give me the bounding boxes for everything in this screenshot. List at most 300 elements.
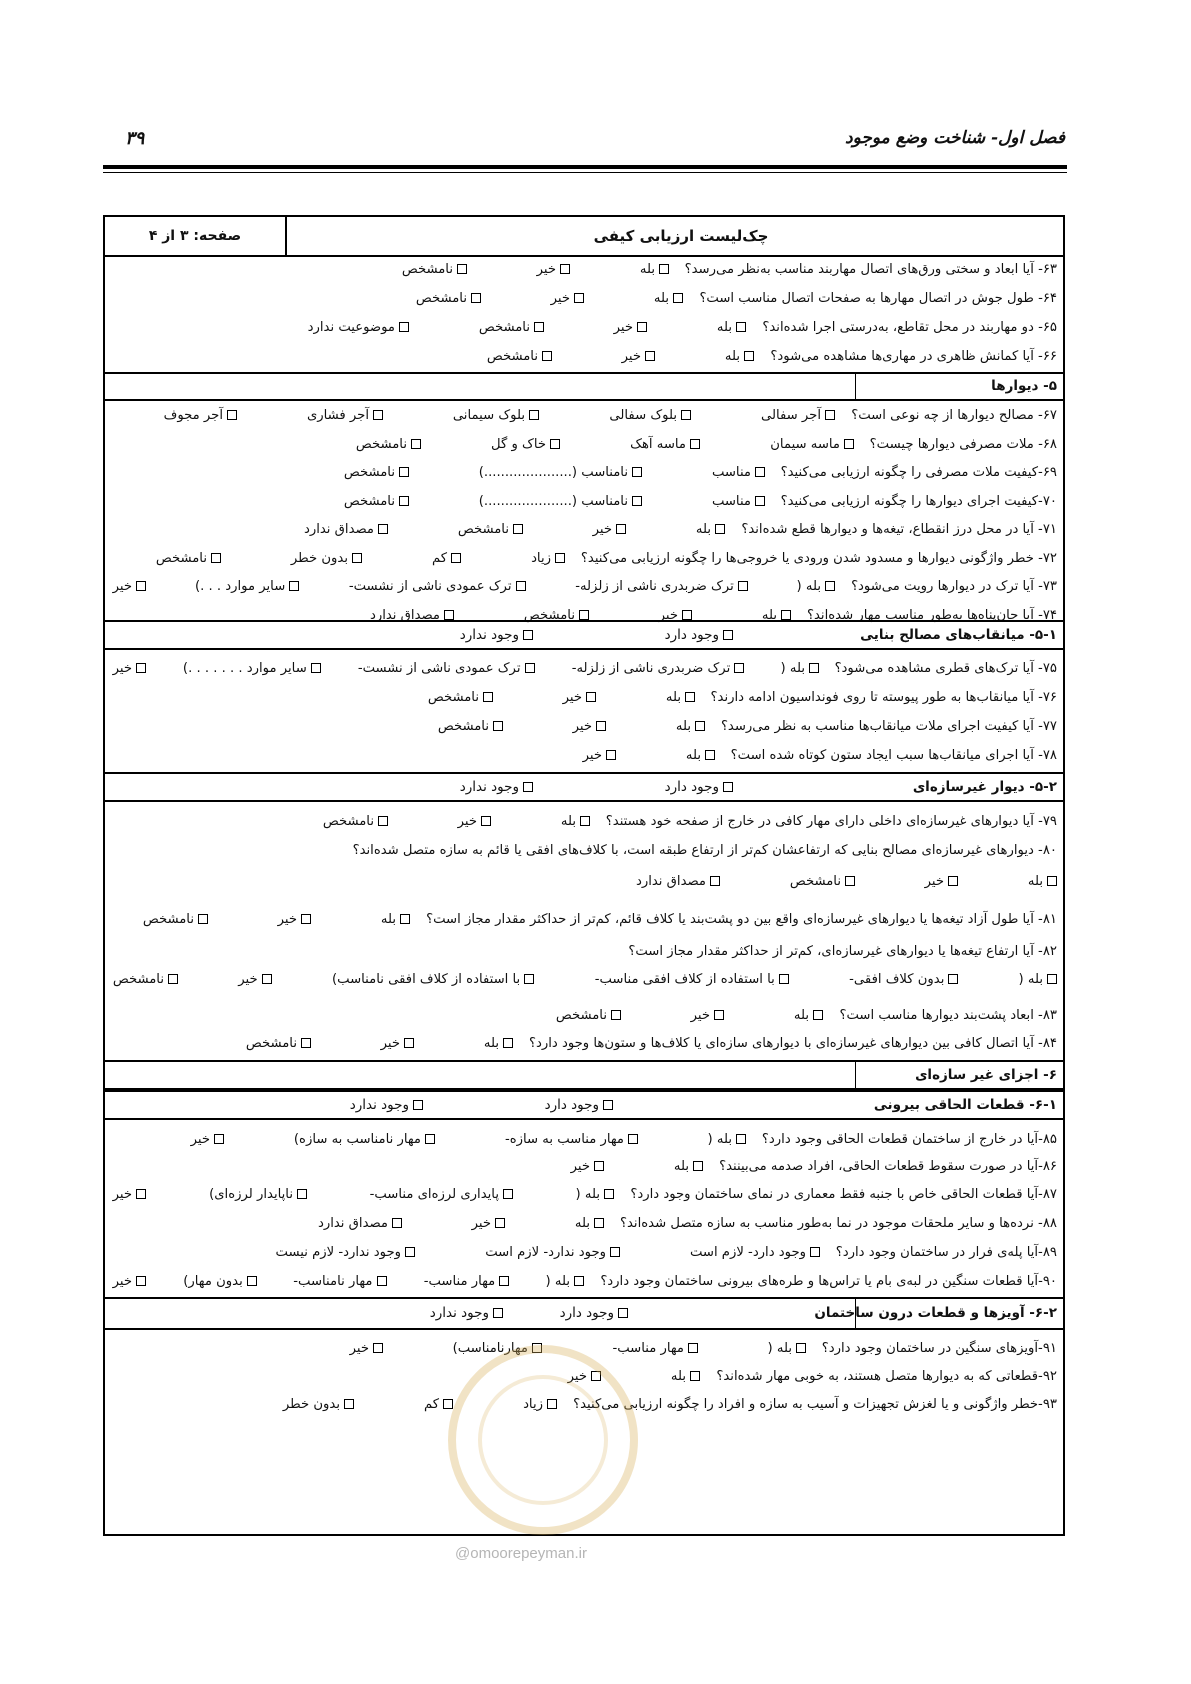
checkbox-option[interactable] (113, 965, 178, 994)
checkbox-option[interactable] (432, 544, 461, 573)
checkbox-icon[interactable] (825, 581, 835, 591)
checkbox-icon[interactable] (399, 496, 409, 506)
checkbox-icon[interactable] (673, 293, 683, 303)
checkbox-option[interactable] (551, 284, 584, 313)
checkbox-option[interactable] (487, 342, 552, 371)
checkbox-option[interactable] (350, 1092, 423, 1118)
question-text: ۹۱-آویزهای سنگین در ساختمان وجود دارد؟ (821, 1341, 1057, 1356)
checkbox-icon[interactable] (168, 974, 178, 984)
checkbox-icon[interactable] (710, 876, 720, 886)
checkbox-option[interactable] (381, 1029, 414, 1058)
checkbox-icon[interactable] (524, 974, 534, 984)
checkbox-icon[interactable] (378, 524, 388, 534)
question-text: ۸۰- دیوارهای غیرسازه‌ای مصالح بنایی که ارتفاعشان کم‌تر از ارتفاع طبقه است، با کلاف‌های افقی یا قائم به سازه متصل شده‌اند؟ (352, 843, 1057, 858)
checkbox-option[interactable] (797, 572, 835, 601)
checkbox-icon[interactable] (604, 1189, 614, 1199)
checkbox-option[interactable] (183, 1267, 257, 1296)
question-text: ۸۸- نرده‌ها و سایر ملحقات موجود در نما به‌طور مناسب به سازه متصل شده‌اند؟ (620, 1216, 1057, 1231)
option-label: زیاد (523, 1397, 543, 1412)
checkbox-option[interactable] (428, 683, 493, 712)
checkbox-icon[interactable] (503, 1189, 513, 1199)
checkbox-icon[interactable] (513, 524, 523, 534)
checkbox-option[interactable] (545, 1092, 613, 1118)
checkbox-option[interactable] (575, 1209, 604, 1238)
checkbox-icon[interactable] (659, 264, 669, 274)
checkbox-icon[interactable] (632, 496, 642, 506)
checkbox-option[interactable] (595, 965, 789, 994)
option-label: بله ( (707, 1132, 732, 1147)
checkbox-option[interactable] (505, 1125, 638, 1154)
checkbox-option[interactable] (183, 654, 321, 683)
checkbox-icon[interactable] (493, 1308, 503, 1318)
checkbox-icon[interactable] (301, 1038, 311, 1048)
option-label: خیر (621, 349, 641, 364)
checkbox-icon[interactable] (413, 1100, 423, 1110)
question-text: ۶۷- مصالح دیوارها از چه نوعی است؟ (851, 408, 1057, 423)
checkbox-option[interactable] (484, 1029, 513, 1058)
checkbox-option[interactable] (665, 622, 733, 648)
checkbox-icon[interactable] (377, 1276, 387, 1286)
option-label: خیر (112, 661, 132, 676)
checkbox-option[interactable] (671, 1362, 700, 1391)
checkbox-option[interactable] (781, 654, 819, 683)
question-text: ۷۵- آیا ترک‌های قطری مشاهده می‌شود؟ (834, 661, 1057, 676)
question-row (105, 1001, 1063, 1030)
checkbox-icon[interactable] (471, 293, 481, 303)
checkbox-option[interactable] (531, 544, 565, 573)
checkbox-option[interactable] (556, 1001, 621, 1030)
option-label: وجود ندارد (459, 627, 519, 643)
checkbox-icon[interactable] (560, 264, 570, 274)
header-rule-thin (103, 172, 1067, 173)
checkbox-icon[interactable] (574, 293, 584, 303)
checkbox-icon[interactable] (198, 914, 208, 924)
checkbox-option[interactable] (332, 965, 534, 994)
checkbox-icon[interactable] (352, 553, 362, 563)
checkbox-option[interactable] (708, 1125, 746, 1154)
question-text: ۷۱- آیا در محل درز انقطاع، تیغه‌ها و دیوارها قطع شده‌اند؟ (741, 522, 1057, 537)
option-label: نامشخص (437, 719, 489, 734)
checkbox-option[interactable] (238, 965, 271, 994)
checkbox-option[interactable] (460, 622, 533, 648)
checkbox-icon[interactable] (411, 439, 421, 449)
checkbox-option[interactable] (294, 1125, 435, 1154)
checkbox-option[interactable] (561, 807, 590, 836)
option-label: نامشخص (355, 436, 407, 452)
checkbox-icon[interactable] (594, 1218, 604, 1228)
question-row (105, 544, 1063, 573)
checkbox-option[interactable] (293, 1267, 386, 1296)
checkbox-icon[interactable] (603, 1100, 613, 1110)
checkbox-icon[interactable] (523, 782, 533, 792)
checkbox-icon[interactable] (845, 876, 855, 886)
checkbox-icon[interactable] (301, 914, 311, 924)
checkbox-icon[interactable] (628, 1134, 638, 1144)
checkbox-option[interactable] (416, 284, 481, 313)
checkbox-option[interactable] (676, 712, 705, 741)
question-row (105, 1238, 1063, 1267)
checkbox-option[interactable] (666, 683, 695, 712)
checkbox-icon[interactable] (399, 467, 409, 477)
option-label: نامشخص (478, 320, 530, 335)
checkbox-icon[interactable] (844, 439, 854, 449)
checkbox-option[interactable] (794, 1001, 823, 1030)
checkbox-icon[interactable] (681, 410, 691, 420)
option-label: وجود دارد (664, 627, 719, 643)
watermark-seal-logo (448, 1345, 638, 1535)
checkbox-icon[interactable] (404, 1038, 414, 1048)
checkbox-option[interactable] (209, 1180, 307, 1209)
checkbox-option[interactable] (573, 712, 606, 741)
checkbox-icon[interactable] (616, 524, 626, 534)
option-label: سایر موارد . . .) (194, 579, 286, 594)
checkbox-option[interactable] (571, 1152, 604, 1181)
option-label: زیاد (531, 550, 551, 566)
option-label: کم (423, 1397, 439, 1412)
checkbox-icon[interactable] (580, 816, 590, 826)
option-label: مصداق ندارد (303, 522, 374, 537)
option-label: بله (574, 1216, 590, 1231)
checkbox-option[interactable] (113, 1180, 146, 1209)
checkbox-option[interactable] (304, 515, 388, 544)
option-label: مصداق ندارد (369, 607, 440, 623)
checkbox-option[interactable] (453, 401, 539, 430)
checklist-form (103, 215, 1065, 1536)
option-label: بلوک سیمانی (452, 408, 525, 423)
checkbox-option[interactable] (640, 255, 669, 284)
checkbox-option[interactable] (593, 515, 626, 544)
question-row (105, 937, 1063, 966)
checkbox-option[interactable] (402, 255, 467, 284)
checkbox-option[interactable] (575, 572, 748, 601)
checkbox-option[interactable] (572, 654, 745, 683)
checkbox-icon[interactable] (211, 553, 221, 563)
option-label: خیر (471, 1216, 491, 1231)
checkbox-icon[interactable] (618, 1308, 628, 1318)
chapter-title: فصل اول- شناخت وضع موجود (845, 128, 1065, 148)
checkbox-icon[interactable] (810, 1247, 820, 1257)
checkbox-option[interactable] (654, 284, 683, 313)
option-label: مهار نامناسب- (293, 1274, 373, 1289)
checkbox-icon[interactable] (813, 1010, 823, 1020)
question-text: ۸۵-آیا در خارج از ساختمان قطعات الحاقی وجود دارد؟ (761, 1132, 1057, 1147)
checkbox-icon[interactable] (516, 581, 526, 591)
checkbox-option[interactable] (438, 712, 503, 741)
checkbox-icon[interactable] (495, 1218, 505, 1228)
checkbox-option[interactable] (686, 741, 715, 770)
checkbox-icon[interactable] (493, 721, 503, 731)
checkbox-icon[interactable] (611, 1010, 621, 1020)
option-label: وجود ندارد (349, 1097, 409, 1113)
option-label: بله ( (796, 579, 821, 594)
checkbox-icon[interactable] (214, 1134, 224, 1144)
checkbox-option[interactable] (113, 572, 146, 601)
checkbox-icon[interactable] (825, 410, 835, 420)
checkbox-option[interactable] (344, 458, 409, 487)
checkbox-option[interactable] (472, 1209, 505, 1238)
checkbox-option[interactable] (576, 1180, 614, 1209)
checkbox-option[interactable] (761, 401, 835, 430)
option-label: مصداق ندارد (635, 874, 706, 889)
question-row (105, 836, 1063, 865)
checkbox-icon[interactable] (289, 581, 299, 591)
checkbox-option[interactable] (358, 654, 535, 683)
option-label: ترک عمودی ناشی از نشست- (348, 579, 512, 594)
checkbox-option[interactable] (630, 430, 700, 459)
checkbox-icon[interactable] (685, 692, 695, 702)
option-label: نامشخص (415, 291, 467, 306)
checkbox-icon[interactable] (1047, 876, 1057, 886)
question-text: ۶۸- ملات مصرفی دیوارها چیست؟ (869, 436, 1057, 452)
checkbox-option[interactable] (113, 654, 146, 683)
checkbox-icon[interactable] (523, 630, 533, 640)
checkbox-icon[interactable] (534, 322, 544, 332)
checkbox-icon[interactable] (755, 467, 765, 477)
checkbox-option[interactable] (164, 401, 237, 430)
checkbox-option[interactable] (113, 1267, 146, 1296)
checkbox-icon[interactable] (690, 439, 700, 449)
checkbox-icon[interactable] (744, 351, 754, 361)
checkbox-icon[interactable] (682, 610, 692, 620)
option-label: خیر (592, 522, 612, 537)
checkbox-icon[interactable] (400, 914, 410, 924)
checkbox-icon[interactable] (503, 1038, 513, 1048)
checkbox-option[interactable] (156, 544, 221, 573)
question-row (105, 712, 1063, 741)
option-label: ناپایدار لرزه‌ای) (209, 1187, 293, 1202)
checkbox-option[interactable] (479, 487, 642, 516)
checkbox-icon[interactable] (688, 1343, 698, 1353)
form-title-bar (105, 217, 1063, 257)
checkbox-icon[interactable] (690, 1371, 700, 1381)
checkbox-icon[interactable] (399, 322, 409, 332)
option-label: نامناسب (.....................) (478, 465, 628, 480)
checkbox-icon[interactable] (714, 1010, 724, 1020)
option-label: با استفاده از کلاف افقی نامناسب) (332, 972, 521, 987)
checkbox-option[interactable] (323, 807, 388, 836)
checkbox-option[interactable] (479, 458, 642, 487)
checkbox-icon[interactable] (637, 322, 647, 332)
checkbox-icon[interactable] (373, 410, 383, 420)
checkbox-option[interactable] (609, 401, 691, 430)
checkbox-option[interactable] (246, 1029, 311, 1058)
checkbox-icon[interactable] (734, 663, 744, 673)
option-label: کم (431, 550, 447, 566)
checkbox-option[interactable] (191, 1125, 224, 1154)
checkbox-option[interactable] (458, 515, 523, 544)
checkbox-option[interactable] (283, 1390, 354, 1419)
checkbox-option[interactable] (430, 1299, 503, 1328)
checkbox-icon[interactable] (948, 876, 958, 886)
checkbox-option[interactable] (291, 544, 362, 573)
checkbox-icon[interactable] (594, 1161, 604, 1171)
checkbox-icon[interactable] (736, 1134, 746, 1144)
checkbox-icon[interactable] (948, 974, 958, 984)
checkbox-option[interactable] (308, 313, 409, 342)
checkbox-option[interactable] (143, 905, 208, 934)
question-text: ۸۱- آیا طول آزاد تیغه‌ها یا دیوارهای غیرسازه‌ای واقع بین دو پشت‌بند یا کلاف قائم، کم‌تر از حداکثر مقدار مجاز است؟ (426, 912, 1057, 927)
checkbox-option[interactable] (546, 1267, 584, 1296)
checkbox-icon[interactable] (550, 439, 560, 449)
checkbox-icon[interactable] (451, 553, 461, 563)
checkbox-icon[interactable] (227, 410, 237, 420)
question-row (105, 487, 1063, 516)
checkbox-option[interactable] (370, 1180, 513, 1209)
checkbox-option[interactable] (770, 430, 854, 459)
checkbox-icon[interactable] (378, 816, 388, 826)
checkbox-icon[interactable] (705, 750, 715, 760)
checkbox-option[interactable] (1019, 965, 1057, 994)
checkbox-icon[interactable] (809, 663, 819, 673)
checkbox-option[interactable] (691, 1001, 724, 1030)
checkbox-icon[interactable] (586, 692, 596, 702)
checkbox-option[interactable] (195, 572, 299, 601)
checkbox-option[interactable] (665, 774, 733, 800)
checkbox-option[interactable] (424, 1267, 510, 1296)
option-label: خیر (924, 874, 944, 889)
checkbox-icon[interactable] (596, 721, 606, 731)
question-text: ۷۷- آیا کیفیت اجرای ملات میانقاب‌ها مناسب به نظر می‌رسد؟ (720, 719, 1057, 734)
checkbox-option[interactable] (849, 965, 958, 994)
section-title: ۶-۲- آویزها و قطعات درون ساختمان (814, 1305, 1057, 1321)
checkbox-icon[interactable] (606, 750, 616, 760)
question-text: ۷۴- آیا جان‌پناه‌ها به‌طور مناسب مهار شده‌اند؟ (807, 607, 1057, 623)
checkbox-option[interactable] (717, 313, 746, 342)
checkbox-option[interactable] (712, 487, 765, 516)
checkbox-option[interactable] (356, 430, 421, 459)
option-label: خیر (349, 1341, 369, 1356)
checkbox-option[interactable] (560, 1299, 628, 1328)
checkbox-option[interactable] (674, 1152, 703, 1181)
checkbox-option[interactable] (479, 313, 544, 342)
checkbox-icon[interactable] (247, 1276, 257, 1286)
checkbox-option[interactable] (725, 342, 754, 371)
checkbox-icon[interactable] (695, 721, 705, 731)
checkbox-option[interactable] (349, 572, 526, 601)
option-label: بله (716, 320, 732, 335)
checkbox-icon[interactable] (542, 351, 552, 361)
checkbox-option[interactable] (563, 683, 596, 712)
checkbox-option[interactable] (381, 905, 410, 934)
question-row (105, 255, 1063, 284)
checkbox-icon[interactable] (529, 410, 539, 420)
option-label: وجود دارد- لازم است (689, 1245, 806, 1260)
checkbox-option[interactable] (460, 774, 533, 800)
checkbox-icon[interactable] (1047, 974, 1057, 984)
question-text: ۶۳- آیا ابعاد و سختی ورق‌های اتصال مهاربند مناسب به‌نظر می‌رسد؟ (684, 262, 1057, 277)
checkbox-option[interactable] (696, 515, 725, 544)
question-row (105, 965, 1063, 994)
question-text: ۶۹-کیفیت ملات مصرفی را چگونه ارزیابی می‌کنید؟ (780, 465, 1057, 480)
checkbox-icon[interactable] (525, 663, 535, 673)
checkbox-option[interactable] (307, 401, 383, 430)
checkbox-icon[interactable] (443, 1399, 453, 1409)
checkbox-option[interactable] (344, 487, 409, 516)
checkbox-icon[interactable] (481, 816, 491, 826)
checkbox-icon[interactable] (574, 1276, 584, 1286)
checkbox-icon[interactable] (136, 1189, 146, 1199)
checkbox-icon[interactable] (738, 581, 748, 591)
option-label: بدون مهار) (183, 1274, 243, 1289)
checkbox-option[interactable] (622, 342, 655, 371)
checkbox-option[interactable] (712, 458, 765, 487)
checkbox-option[interactable] (537, 255, 570, 284)
checkbox-option[interactable] (636, 867, 720, 896)
option-label: وجود ندارد- لازم است (485, 1245, 606, 1260)
checkbox-icon[interactable] (457, 264, 467, 274)
checkbox-icon[interactable] (136, 663, 146, 673)
checkbox-option[interactable] (491, 430, 560, 459)
checkbox-option[interactable] (276, 1238, 415, 1267)
checkbox-icon[interactable] (632, 467, 642, 477)
checkbox-option[interactable] (1028, 867, 1057, 896)
checkbox-icon[interactable] (579, 610, 589, 620)
section-title: ۵-۲- دیوار غیرسازه‌ای (912, 779, 1057, 795)
option-label: بله (761, 607, 777, 623)
checkbox-option[interactable] (278, 905, 311, 934)
checkbox-icon[interactable] (373, 1343, 383, 1353)
checkbox-icon[interactable] (499, 1276, 509, 1286)
checkbox-option[interactable] (790, 867, 855, 896)
checkbox-option[interactable] (925, 867, 958, 896)
checkbox-icon[interactable] (555, 553, 565, 563)
option-label: بله (793, 1008, 809, 1023)
checkbox-option[interactable] (350, 1334, 383, 1363)
checkbox-option[interactable] (690, 1238, 820, 1267)
checkbox-icon[interactable] (262, 974, 272, 984)
option-label: نامشخص (343, 493, 395, 509)
checkbox-option[interactable] (614, 313, 647, 342)
checkbox-icon[interactable] (392, 1218, 402, 1228)
checkbox-icon[interactable] (779, 974, 789, 984)
checkbox-icon[interactable] (723, 782, 733, 792)
checkbox-icon[interactable] (796, 1343, 806, 1353)
checkbox-icon[interactable] (715, 524, 725, 534)
header-rule-thick (103, 165, 1067, 169)
checkbox-option[interactable] (612, 1334, 698, 1363)
checkbox-icon[interactable] (483, 692, 493, 702)
checkbox-icon[interactable] (311, 663, 321, 673)
checkbox-option[interactable] (458, 807, 491, 836)
section-title: ۵-۱- میانقاب‌های مصالح بنایی (860, 627, 1057, 643)
option-label: موضوعیت ندارد (307, 320, 395, 335)
option-label: ماسه آهک (630, 436, 686, 452)
checkbox-option[interactable] (424, 1390, 453, 1419)
checkbox-icon[interactable] (444, 610, 454, 620)
option-label: نامشخص (142, 912, 194, 927)
checkbox-icon[interactable] (344, 1399, 354, 1409)
checkbox-icon[interactable] (136, 1276, 146, 1286)
checkbox-icon[interactable] (297, 1189, 307, 1199)
checkbox-icon[interactable] (781, 610, 791, 620)
checkbox-icon[interactable] (736, 322, 746, 332)
checkbox-icon[interactable] (136, 581, 146, 591)
checkbox-icon[interactable] (723, 630, 733, 640)
checkbox-icon[interactable] (610, 1247, 620, 1257)
checkbox-option[interactable] (768, 1334, 806, 1363)
checkbox-icon[interactable] (405, 1247, 415, 1257)
option-label: بدون خطر (290, 550, 348, 566)
checkbox-option[interactable] (583, 741, 616, 770)
checkbox-icon[interactable] (693, 1161, 703, 1171)
checkbox-option[interactable] (485, 1238, 620, 1267)
checkbox-icon[interactable] (425, 1134, 435, 1144)
checkbox-option[interactable] (318, 1209, 402, 1238)
checkbox-icon[interactable] (755, 496, 765, 506)
checkbox-icon[interactable] (645, 351, 655, 361)
option-label: خیر (572, 719, 592, 734)
option-label: خیر (690, 1008, 710, 1023)
